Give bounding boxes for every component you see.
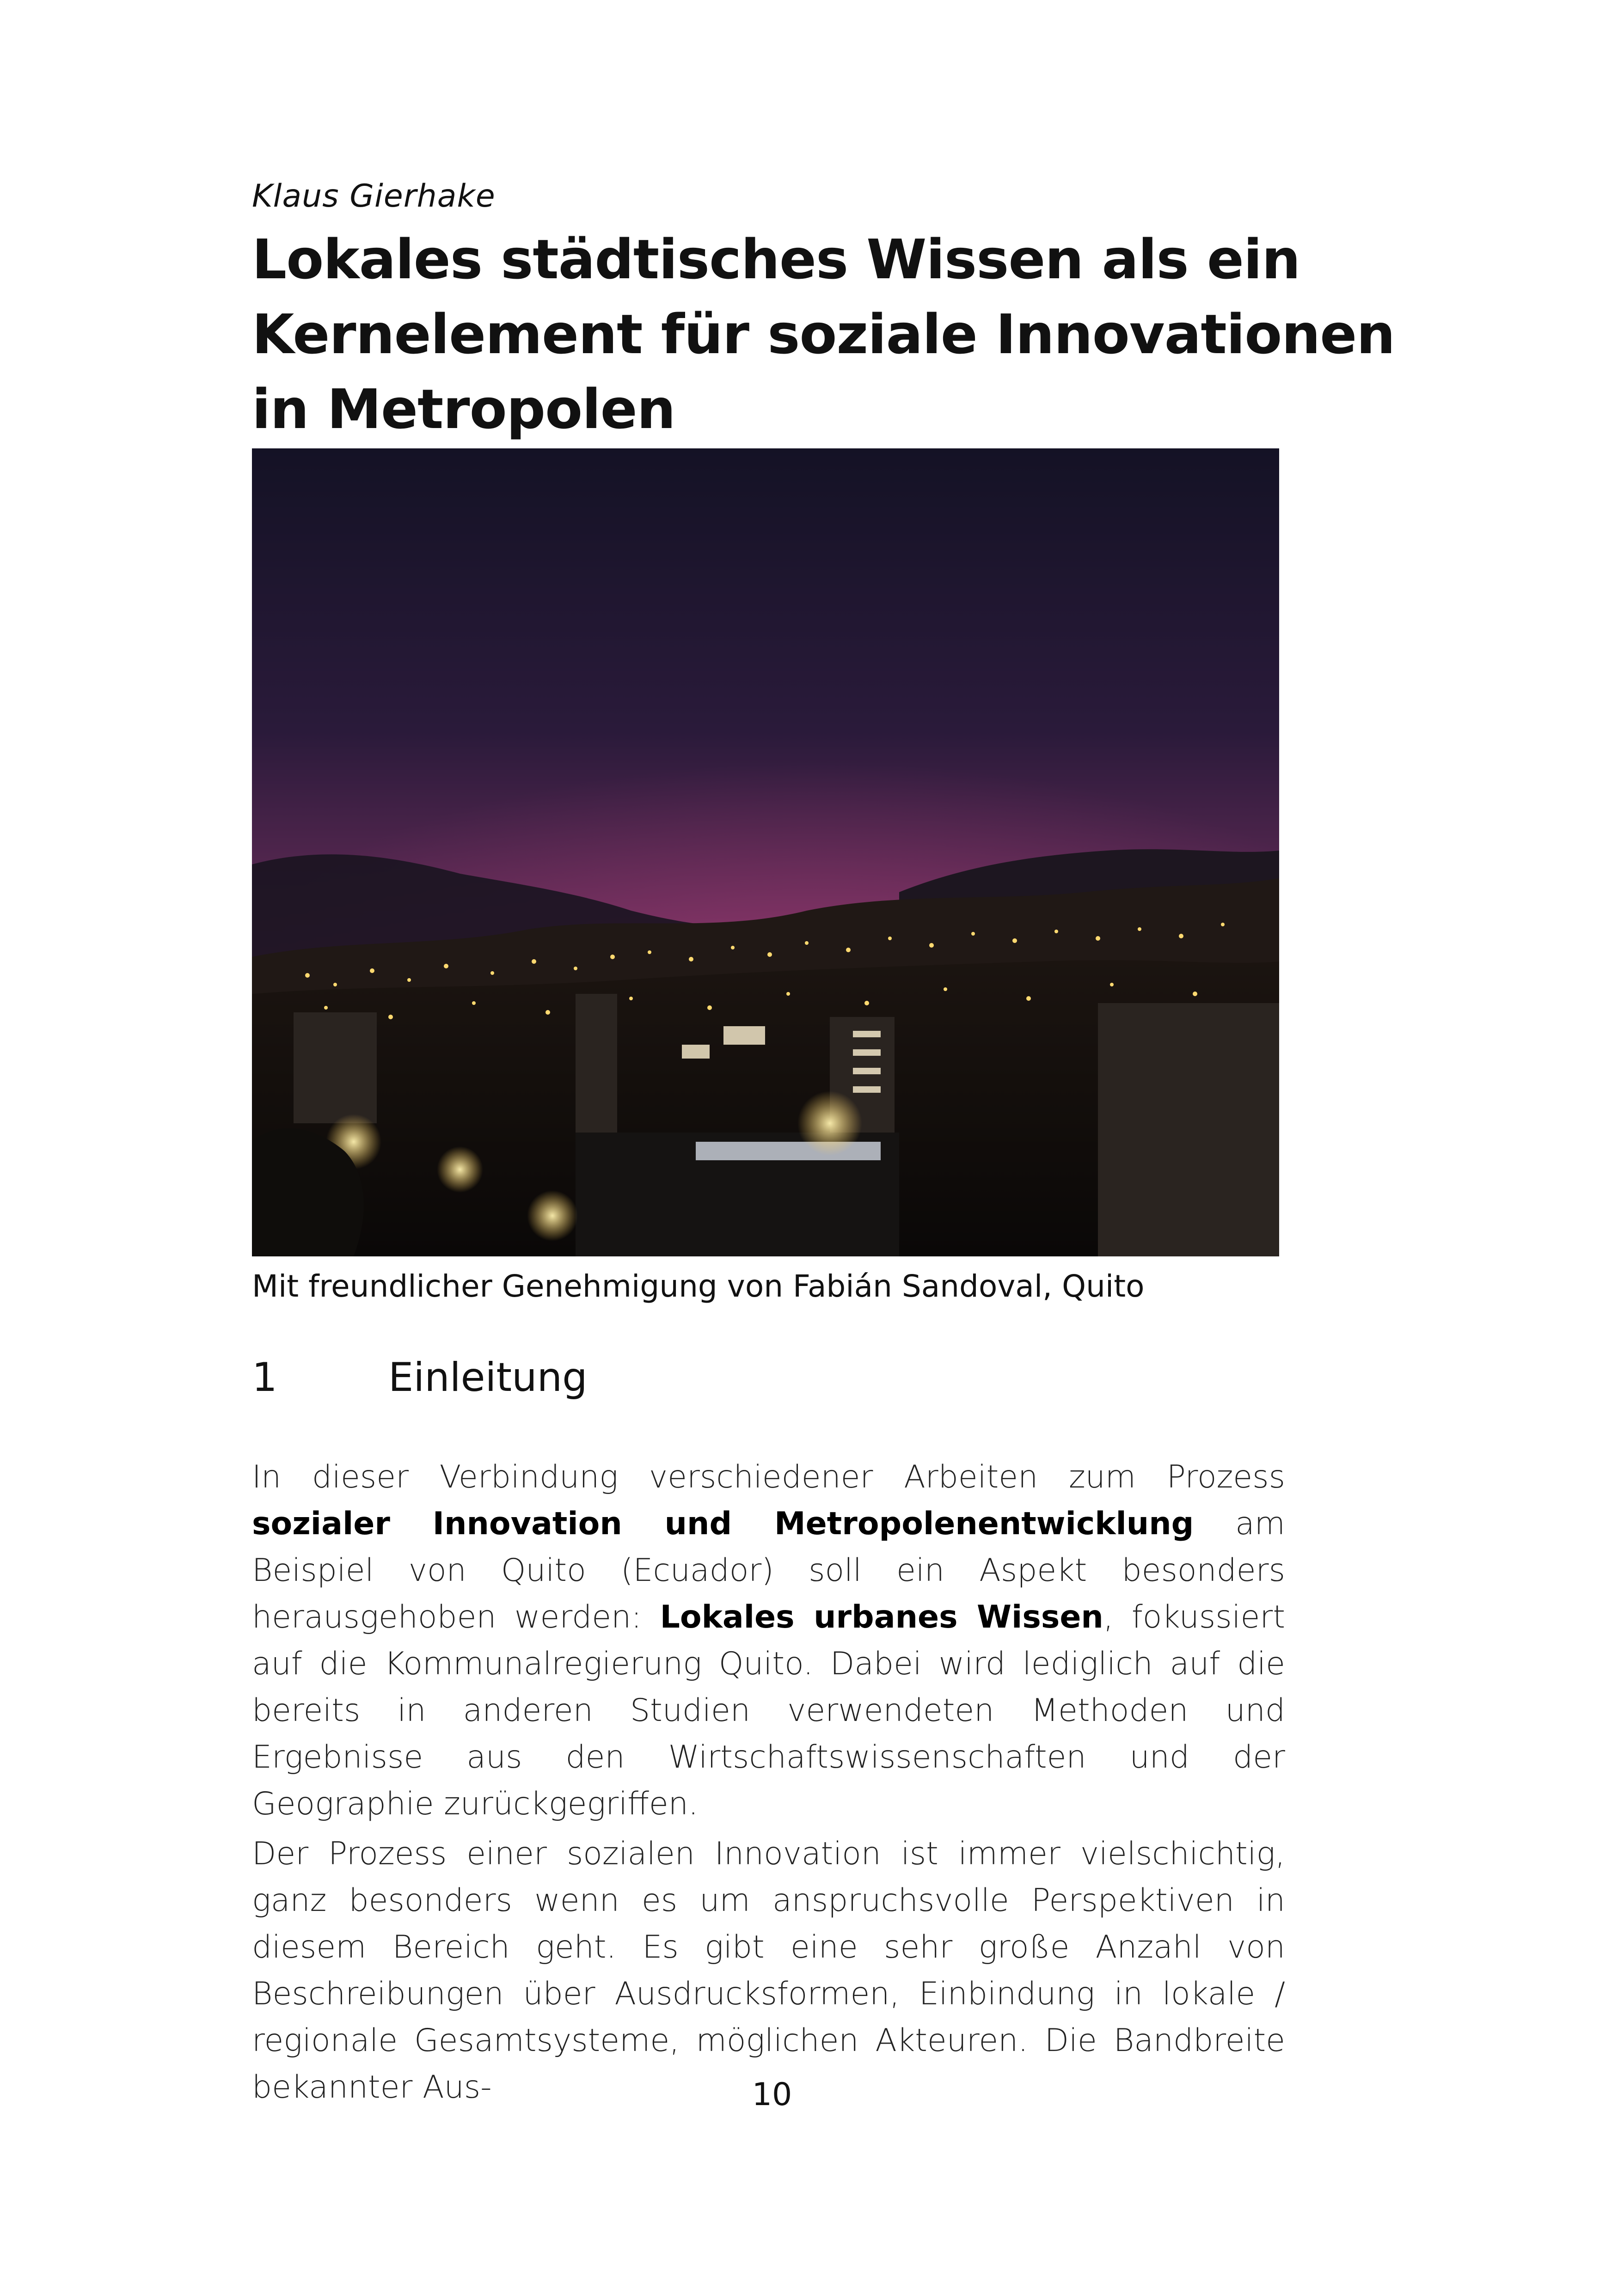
bold-term: Lokales urbanes Wissen	[660, 1599, 1103, 1635]
paragraph-text: In dieser Verbindung verschiedener Arbeiten zum Prozess	[252, 1459, 1285, 1495]
title-line: Lokales städtisches Wissen als ein	[252, 227, 1300, 291]
section-title: Einleitung	[388, 1354, 588, 1401]
page-number: 10	[752, 2076, 792, 2113]
paragraph-text: am Beispiel von Quito (Ecuador) soll ein Aspekt besonders herausgehoben werden:	[252, 1506, 1285, 1635]
bold-term: sozialer Innovation und Metropolenentwicklung	[252, 1506, 1194, 1542]
paragraph-text: , fokussiert auf die Kommunalregierung Quito. Dabei wird lediglich auf die bereits in anderen Studien verwendeten Methoden und Ergebnisse aus den Wirtschaftswissenschaften und der Geographie zurückgegriffen.	[252, 1599, 1285, 1822]
title-line: in Metropolen	[252, 377, 675, 441]
section-heading	[252, 1352, 588, 1403]
city-night-photo	[252, 448, 1279, 1256]
paragraph: Der Prozess einer sozialen Innovation ist immer vielschichtig, ganz besonders wenn es um anspruchsvolle Perspektiven in diesem Bereich geht. Es gibt eine sehr große Anzahl von Beschreibungen über Ausdrucksformen, Einbindung in lokale / regionale Gesamtsysteme, möglichen Akteuren. Die Bandbreite bekannter Aus-	[252, 1836, 1285, 2106]
paragraph	[252, 1454, 1285, 1827]
title-line: Kernelement für soziale Innovationen	[252, 302, 1395, 366]
author-name: Klaus Gierhake	[252, 178, 496, 214]
section-number: 1	[252, 1354, 277, 1401]
page-title	[252, 222, 1500, 447]
figure-caption: Mit freundlicher Genehmigung von Fabián Sandoval, Quito	[252, 1268, 1145, 1304]
